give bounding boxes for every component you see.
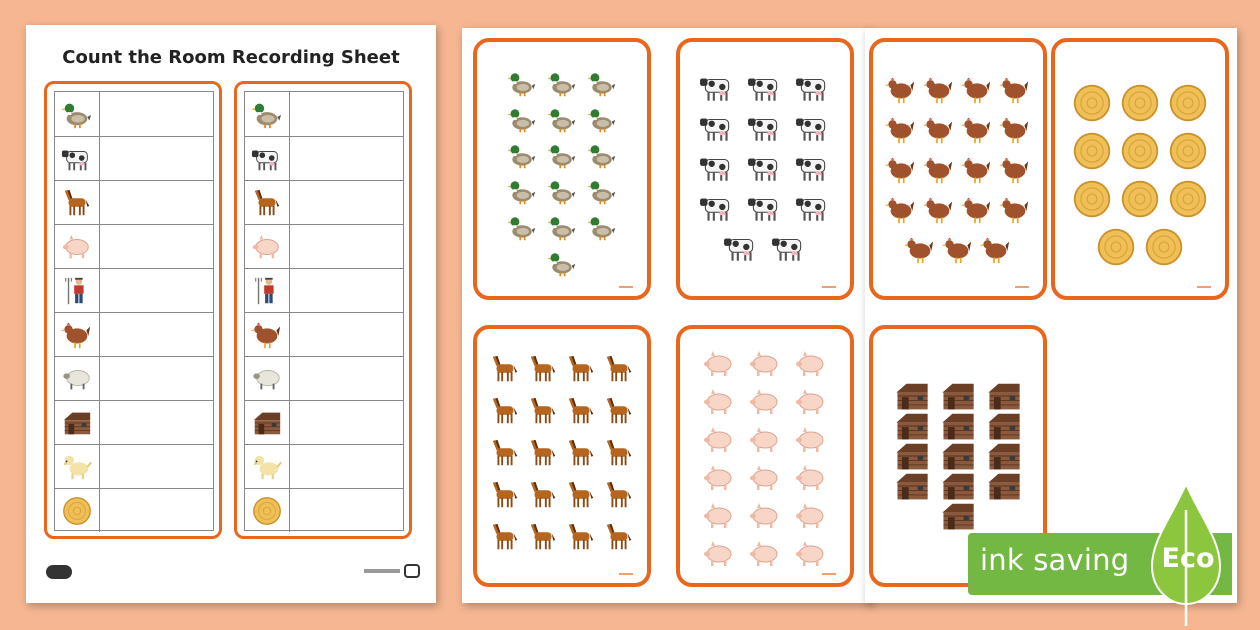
horse-icon — [607, 440, 631, 465]
cow-icon — [724, 238, 753, 260]
pig-icon — [796, 427, 823, 452]
cow-icon — [700, 118, 729, 140]
cow-icon — [796, 118, 825, 140]
recording-row — [245, 136, 403, 180]
cow-icon — [700, 78, 729, 100]
recording-row — [245, 356, 403, 400]
horse-icon — [607, 524, 631, 549]
cow-icon — [251, 143, 283, 175]
column-divider — [99, 445, 100, 488]
recording-sheet-title: Count the Room Recording Sheet — [62, 47, 400, 68]
column-divider — [99, 92, 100, 136]
duck-icon — [507, 145, 535, 168]
recording-panel-right — [234, 81, 412, 539]
recording-row — [245, 400, 403, 444]
pig-icon — [796, 465, 823, 490]
barn-icon — [988, 414, 1019, 440]
column-divider — [99, 313, 100, 356]
column-divider — [289, 92, 290, 136]
duck-icon — [587, 181, 615, 204]
pig-icon — [796, 351, 823, 376]
card-sheet-1 — [462, 28, 872, 603]
duck-icon — [547, 181, 575, 204]
horse-icon — [607, 398, 631, 423]
brand-logo — [46, 565, 72, 579]
column-divider — [289, 225, 290, 268]
column-divider — [99, 357, 100, 400]
recording-panel-left — [44, 81, 222, 539]
ink-saving-label: ink saving — [980, 543, 1130, 577]
dog-icon — [61, 451, 93, 483]
barn-icon — [942, 474, 973, 500]
card-footer-mark — [619, 573, 633, 575]
recording-row — [55, 180, 213, 224]
column-divider — [289, 313, 290, 356]
duck-icon — [507, 109, 535, 132]
column-divider — [289, 489, 290, 532]
duck-grid — [477, 42, 647, 296]
pig-grid — [680, 329, 850, 583]
pig-icon — [704, 389, 731, 414]
column-divider — [99, 269, 100, 312]
card-footer-mark — [822, 286, 836, 288]
horse-icon — [61, 187, 93, 219]
card-hen — [869, 38, 1047, 300]
horse-icon — [493, 524, 517, 549]
barn-icon — [896, 474, 927, 500]
column-divider — [289, 269, 290, 312]
recording-row — [245, 444, 403, 488]
recording-row — [55, 92, 213, 136]
duck-icon — [587, 73, 615, 96]
column-divider — [289, 401, 290, 444]
hen-icon — [980, 238, 1009, 263]
barn-icon — [988, 444, 1019, 470]
hay-bale-icon — [1171, 182, 1206, 217]
recording-table-right — [244, 91, 404, 531]
eco-label: Eco — [1161, 543, 1215, 574]
sheep-icon — [61, 363, 93, 395]
pig-icon — [796, 541, 823, 566]
hay-bale-icon — [1123, 134, 1158, 169]
cow-icon — [796, 158, 825, 180]
recording-row — [55, 268, 213, 312]
card-pig — [676, 325, 854, 587]
cow-icon — [772, 238, 801, 260]
recording-row — [55, 488, 213, 532]
hen-grid — [873, 42, 1043, 296]
duck-icon — [547, 109, 575, 132]
duck-icon — [547, 217, 575, 240]
barn-icon — [61, 407, 93, 439]
duck-icon — [507, 181, 535, 204]
hay-bale-icon — [1075, 182, 1110, 217]
barn-icon — [942, 384, 973, 410]
barn-icon — [942, 414, 973, 440]
column-divider — [99, 137, 100, 180]
barn-icon — [896, 384, 927, 410]
horse-icon — [531, 398, 555, 423]
horse-icon — [569, 482, 593, 507]
hen-icon — [942, 238, 971, 263]
duck-icon — [547, 73, 575, 96]
duck-icon — [587, 145, 615, 168]
cow-icon — [796, 198, 825, 220]
horse-icon — [493, 356, 517, 381]
cow-icon — [748, 118, 777, 140]
column-divider — [289, 357, 290, 400]
pig-icon — [704, 351, 731, 376]
horse-icon — [569, 398, 593, 423]
pig-icon — [750, 541, 777, 566]
horse-icon — [607, 482, 631, 507]
recording-row — [55, 224, 213, 268]
pig-icon — [750, 351, 777, 376]
column-divider — [99, 225, 100, 268]
pig-icon — [61, 231, 93, 263]
horse-icon — [531, 356, 555, 381]
column-divider — [99, 489, 100, 532]
recording-row — [55, 312, 213, 356]
cow-icon — [748, 198, 777, 220]
recording-row — [245, 180, 403, 224]
pig-icon — [796, 503, 823, 528]
hen-icon — [961, 78, 990, 103]
horse-icon — [531, 482, 555, 507]
duck-icon — [507, 73, 535, 96]
cow-grid — [680, 42, 850, 296]
duck-icon — [547, 145, 575, 168]
barn-icon — [988, 474, 1019, 500]
duck-icon — [507, 217, 535, 240]
pig-icon — [750, 427, 777, 452]
cow-icon — [748, 78, 777, 100]
horse-icon — [569, 356, 593, 381]
card-footer-mark — [1197, 286, 1211, 288]
hay-bale-icon — [61, 495, 93, 527]
pig-icon — [704, 465, 731, 490]
hay-bale-icon — [1147, 230, 1182, 265]
barn-icon — [251, 407, 283, 439]
horse-icon — [531, 524, 555, 549]
card-footer-mark — [1015, 286, 1029, 288]
column-divider — [289, 137, 290, 180]
cow-icon — [700, 198, 729, 220]
pig-icon — [704, 503, 731, 528]
hen-icon — [904, 238, 933, 263]
duck-icon — [61, 98, 93, 130]
barn-icon — [942, 444, 973, 470]
sheep-icon — [251, 363, 283, 395]
cow-icon — [796, 78, 825, 100]
hay-bale-icon — [251, 495, 283, 527]
horse-icon — [493, 482, 517, 507]
card-cow — [676, 38, 854, 300]
barn-icon — [988, 384, 1019, 410]
recording-row — [245, 224, 403, 268]
hen-icon — [885, 118, 914, 143]
recording-row — [55, 400, 213, 444]
hen-icon — [999, 198, 1028, 223]
hen-icon — [885, 78, 914, 103]
hay-bale-icon — [1171, 134, 1206, 169]
horse-icon — [531, 440, 555, 465]
card-footer-mark — [822, 573, 836, 575]
pig-icon — [750, 465, 777, 490]
pig-icon — [704, 541, 731, 566]
pig-icon — [750, 389, 777, 414]
pig-icon — [750, 503, 777, 528]
recording-row — [245, 312, 403, 356]
horse-icon — [607, 356, 631, 381]
farmer-icon — [251, 275, 283, 307]
horse-icon — [569, 440, 593, 465]
barn-icon — [896, 444, 927, 470]
recording-row — [245, 488, 403, 532]
horse-grid — [477, 329, 647, 583]
column-divider — [289, 445, 290, 488]
hen-icon — [251, 319, 283, 351]
hen-icon — [923, 198, 952, 223]
cow-icon — [748, 158, 777, 180]
recording-sheet — [26, 25, 436, 603]
hay-bale-icon — [1123, 182, 1158, 217]
barn-icon — [896, 414, 927, 440]
hen-icon — [923, 78, 952, 103]
horse-icon — [569, 524, 593, 549]
recording-row — [55, 356, 213, 400]
card-duck — [473, 38, 651, 300]
hen-icon — [61, 319, 93, 351]
hen-icon — [999, 158, 1028, 183]
horse-icon — [493, 398, 517, 423]
pig-icon — [796, 389, 823, 414]
hen-icon — [885, 158, 914, 183]
duck-icon — [547, 253, 575, 276]
column-divider — [289, 181, 290, 224]
hay-bale-icon — [1075, 134, 1110, 169]
hay-bale-icon — [1099, 230, 1134, 265]
recording-row — [55, 444, 213, 488]
hay-bale-icon — [1075, 86, 1110, 121]
hen-icon — [999, 78, 1028, 103]
column-divider — [99, 181, 100, 224]
hen-icon — [923, 158, 952, 183]
duck-icon — [587, 217, 615, 240]
card-hay-bale — [1051, 38, 1229, 300]
cow-icon — [61, 143, 93, 175]
hen-icon — [961, 198, 990, 223]
footer-url-mark — [364, 569, 400, 573]
recording-row — [245, 92, 403, 136]
dog-icon — [251, 451, 283, 483]
hen-icon — [885, 198, 914, 223]
duck-icon — [251, 98, 283, 130]
footer-logo-mark — [404, 564, 420, 578]
hen-icon — [999, 118, 1028, 143]
recording-table-left — [54, 91, 214, 531]
hen-icon — [961, 118, 990, 143]
barn-icon — [942, 504, 973, 530]
horse-icon — [251, 187, 283, 219]
horse-icon — [493, 440, 517, 465]
farmer-icon — [61, 275, 93, 307]
hay-bale-icon — [1123, 86, 1158, 121]
recording-row — [55, 136, 213, 180]
card-horse — [473, 325, 651, 587]
hen-icon — [961, 158, 990, 183]
hen-icon — [923, 118, 952, 143]
card-footer-mark — [619, 286, 633, 288]
duck-icon — [587, 109, 615, 132]
column-divider — [99, 401, 100, 444]
pig-icon — [704, 427, 731, 452]
cow-icon — [700, 158, 729, 180]
hay-bale-icon — [1171, 86, 1206, 121]
recording-row — [245, 268, 403, 312]
pig-icon — [251, 231, 283, 263]
hay-bale-grid — [1055, 42, 1225, 296]
